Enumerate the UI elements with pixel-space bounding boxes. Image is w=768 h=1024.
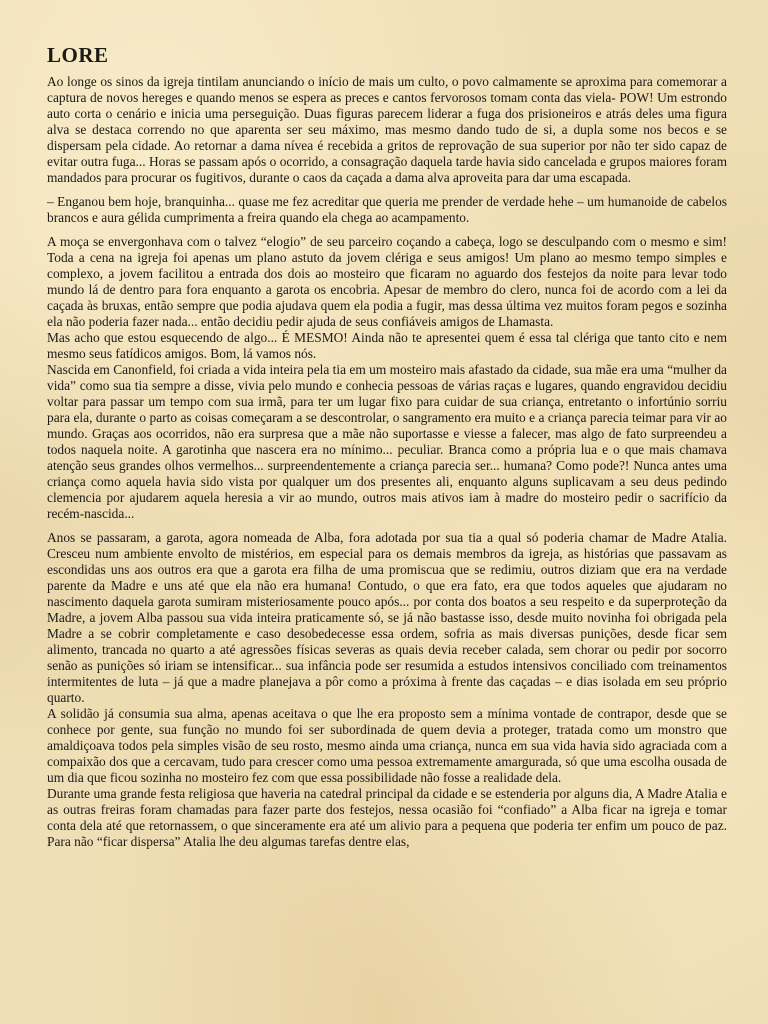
paragraph-birth: Nascida em Canonfield, foi criada a vida inteira pela tia em um mosteiro mais afastado da cidade, sua mãe era uma “mulher da vida” como sua tia sempre a disse, vivia pelo mundo e conhecia pessoas de várias raças e lugares, quando engravidou decidiu voltar para passar um tempo com sua irmã, para ter um lugar fixo para cuidar de sua criança, entretanto o infortúnio sorriu para ela, durante o parto as coisas começaram a se descontrolar, o sangramento era muito e a criança parecia teimar para vir ao mundo. Graças aos ocorridos, não era surpresa que a mãe não suportasse e viesse a falecer, mas algo de fato surpreendeu a todos naquela noite. A garotinha que nascera era no mínimo... peculiar. Branca como a própria lua e o que mais chamava atenção seus grandes olhos vermelhos... surpreendentemente a criança parecia ser... humana? Como pode?! Nunca antes uma criança como aquela havia sido vista por qualquer um dos presentes ali, enquanto alguns suplicavam a seu deus pedindo clemencia por ajudarem aquela heresia a vir ao mundo, outros mais ativos iam à madre do mosteiro pedir o sacrifício da recém-nascida... xyxy=(47,362,727,521)
paragraph-plan: A moça se envergonhava com o talvez “elogio” de seu parceiro coçando a cabeça, logo se desculpando com o mesmo e sim! Toda a cena na igreja foi apenas um plano astuto da jovem clériga e seus amigos! Um plano ao mesmo tempo simples e complexo, a jovem facilitou a entrada dos dois ao mosteiro que ficaram no aguardo dos festejos da noite para levar todo mundo lá de dentro para fora enquanto a garota os encobria. Apesar de membro do clero, nunca foi de acordo com a lei da caçada às bruxas, então sempre que podia ajudava quem ela podia a fugir, mas dessa última vez muitos foram pegos e sozinha ela não poderia fazer nada... então decidiu pedir ajuda de seus confiáveis amigos de Lhamasta. xyxy=(47,234,727,329)
paragraph-childhood: Anos se passaram, a garota, agora nomeada de Alba, fora adotada por sua tia a qual só poderia chamar de Madre Atalia. Cresceu num ambiente envolto de mistérios, em especial para os demais membros da igreja, as histórias que passavam as escondidas uns aos outros era que a garota era filha de uma promiscua que se redimiu, outros diziam que era na verdade parente da Madre e uns até que ela não era humana! Contudo, o que era fato, era que todos aqueles que ajudaram no nascimento daquela garota sumiram misteriosamente pouco após... por conta dos boatos a seu respeito e da superproteção da Madre, a jovem Alba passou sua vida inteira praticamente só, se já não bastasse isso, desde muito novinha foi obrigada pela Madre a se cobrir completamente e caso desobedecesse essa ordem, sofria as mais diversas punições, desde ficar sem alimento, trancada no quarto a até agressões físicas severas as quais devia receber calada, sem chorar ou pedir por socorro senão as punições só iriam se intensificar... sua infância pode ser resumida a estudos intensivos conciliado com treinamentos intermitentes de luta – já que a madre planejava a pôr como a próxima à frente das caçadas – e dias isolada em seu próprio quarto. xyxy=(47,530,727,705)
paragraph-aside: Mas acho que estou esquecendo de algo... É MESMO! Ainda não te apresentei quem é essa tal clériga que tanto cito e nem mesmo seus fatídicos amigos. Bom, lá vamos nós. xyxy=(47,330,727,361)
paragraph-escape: Ao longe os sinos da igreja tintilam anunciando o início de mais um culto, o povo calmamente se aproxima para comemorar a captura de novos hereges e quando menos se espera as preces e cantos fervorosos tomam conta das viela- POW! Um estrondo auto corta o cenário e inicia uma perseguição. Duas figuras parecem liderar a fuga dos prisioneiros e atrás deles uma figura alva se destaca correndo no que aparenta ser seu máximo, mas mesmo dando tudo de si, a dupla some nos becos e se dispersam pela cidade. Ao retornar a dama nívea é recebida a gritos de reprovação de sua superior por não ter sido capaz de evitar outra fuga... Horas se passam após o ocorrido, a consagração daquela tarde havia sido cancelada e grupos maiores foram mandados para procurar os fugitivos, durante o caos da caçada a dama alva aproveita para dar uma escapada. xyxy=(47,74,727,185)
document-page xyxy=(47,40,727,850)
page-title: LORE xyxy=(47,43,109,67)
paragraph-solitude: A solidão já consumia sua alma, apenas aceitava o que lhe era proposto sem a mínima vontade de contrapor, desde que se conhece por gente, sua função no mundo foi ser subordinada de quem devia a proteger, tratada como um monstro que amaldiçoava todos pela simples visão de seu rosto, mesmo ainda uma criança, nunca em sua vida havia sido agraciada com a compaixão dos que a cercavam, tudo para crescer como uma pessoa extremamente amargurada, só que uma escolha ousada de um dia que ficou sozinha no mosteiro fez com que essa possibilidade não fosse a realidade dela. xyxy=(47,706,727,785)
paragraph-greeting: – Enganou bem hoje, branquinha... quase me fez acreditar que queria me prender de verdade hehe – um humanoide de cabelos brancos e aura gélida cumprimenta a freira quando ela chega ao acampamento. xyxy=(47,194,727,225)
paragraph-festival: Durante uma grande festa religiosa que haveria na catedral principal da cidade e se estenderia por alguns dia, A Madre Atalia e as outras freiras foram chamadas para fazer parte dos festejos, nessa ocasião foi “confiado” a Alba ficar na igreja e tomar conta dela até que retornassem, o que sinceramente era até um alivio para a pequena que poderia ter enfim um pouco de paz. Para não “ficar dispersa” Atalia lhe deu algumas tarefas dentre elas, xyxy=(47,786,727,849)
